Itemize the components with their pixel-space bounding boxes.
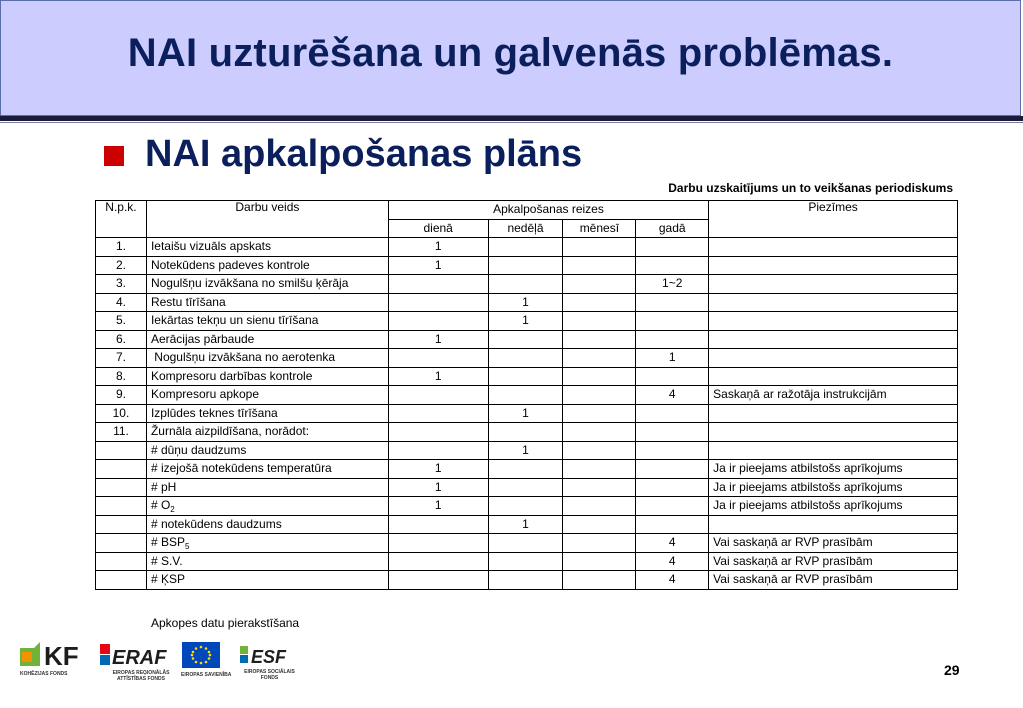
cell-nedela (488, 256, 563, 275)
cell-gada (636, 349, 709, 368)
cell-work-text: # O (150, 498, 171, 513)
cell-npk-text: 2. (115, 257, 126, 272)
table-row (96, 423, 958, 442)
cell-work (146, 256, 388, 275)
eraf-logo-name: ERAF (112, 647, 167, 668)
cell-diena (388, 552, 488, 571)
cell-work (146, 404, 388, 423)
header-npk: N.p.k. (96, 201, 147, 238)
cell-note (709, 534, 958, 553)
cell-menesi (563, 534, 636, 553)
cell-npk (96, 478, 147, 497)
cell-work-text: Ietaišu vizuāls apskats (150, 239, 272, 254)
cell-nedela (488, 552, 563, 571)
cell-gada (636, 404, 709, 423)
cell-gada (636, 330, 709, 349)
cell-nedela-text: 1 (522, 516, 529, 531)
cell-gada (636, 386, 709, 405)
cell-work (146, 423, 388, 442)
cell-work-text: Aerācijas pārbaude (150, 331, 255, 346)
cell-note (709, 256, 958, 275)
table-row (96, 460, 958, 479)
table-row (96, 367, 958, 386)
cell-menesi (563, 441, 636, 460)
cell-gada-text: 4 (668, 553, 676, 568)
cell-diena (388, 312, 488, 331)
cell-work-text: # S.V. (150, 553, 183, 568)
cell-note (709, 552, 958, 571)
cell-work-text: Iekārtas tekņu un sienu tīrīšana (150, 313, 319, 328)
table-caption: Darbu uzskaitījums un to veikšanas periodiskums (668, 181, 953, 195)
table-row (96, 312, 958, 331)
header-apkalposanas-reizes: Apkalpošanas reizes (388, 201, 708, 220)
cell-npk (96, 515, 147, 534)
cell-gada-text: 4 (668, 535, 676, 550)
cell-nedela (488, 367, 563, 386)
cell-menesi (563, 367, 636, 386)
cell-nedela (488, 534, 563, 553)
header-divider-thin (0, 122, 1023, 123)
cell-diena (388, 404, 488, 423)
cell-gada (636, 238, 709, 257)
cell-nedela (488, 423, 563, 442)
table-row (96, 404, 958, 423)
cell-diena (388, 293, 488, 312)
cell-gada (636, 312, 709, 331)
cell-note-text: Ja ir pieejams atbilstošs aprīkojums (713, 461, 903, 476)
cell-nedela (488, 460, 563, 479)
cell-diena-text: 1 (434, 239, 442, 254)
header-divider (0, 116, 1023, 121)
cell-menesi (563, 552, 636, 571)
cell-work (146, 552, 388, 571)
cell-diena-text: 1 (434, 257, 442, 272)
cell-note (709, 386, 958, 405)
cell-note-text: Saskaņā ar ražotāja instrukcijām (713, 387, 887, 402)
header-gada: gadā (636, 219, 709, 238)
cell-gada (636, 515, 709, 534)
cell-note (709, 441, 958, 460)
cell-nedela (488, 330, 563, 349)
cell-npk-text: 11. (113, 424, 129, 439)
cell-nedela (488, 386, 563, 405)
cell-npk (96, 330, 147, 349)
cell-diena-text: 1 (434, 498, 442, 513)
cell-menesi (563, 571, 636, 590)
cell-note (709, 349, 958, 368)
cell-diena (388, 256, 488, 275)
cell-diena (388, 330, 488, 349)
kf-logo (18, 640, 93, 685)
cell-nedela (488, 571, 563, 590)
cell-note-text: Vai saskaņā ar RVP prasībām (713, 553, 873, 568)
cell-nedela-text: 1 (522, 405, 529, 420)
cell-work-text: Nogulšņu izvākšana no smilšu ķērāja (150, 276, 349, 291)
cell-npk-text: 9. (115, 387, 126, 402)
eraf-logo-icon (98, 640, 178, 668)
cell-work (146, 330, 388, 349)
cell-gada (636, 460, 709, 479)
cell-diena (388, 460, 488, 479)
cell-npk-text: 7. (115, 350, 126, 365)
kf-logo-name: KF (44, 641, 79, 670)
cell-diena-text: 1 (434, 479, 442, 494)
maintenance-table (95, 200, 958, 590)
cell-diena-text: 1 (434, 461, 442, 476)
cell-diena (388, 238, 488, 257)
table-row (96, 497, 958, 516)
cell-work-text: # izejošā notekūdens temperatūra (150, 461, 332, 476)
cell-menesi (563, 256, 636, 275)
cell-diena (388, 571, 488, 590)
cell-diena (388, 515, 488, 534)
cell-gada (636, 534, 709, 553)
cell-note (709, 312, 958, 331)
cell-note (709, 515, 958, 534)
cell-diena (388, 367, 488, 386)
header-nedela: nedēļā (488, 219, 563, 238)
cell-menesi (563, 515, 636, 534)
cell-diena (388, 423, 488, 442)
cell-nedela (488, 275, 563, 294)
cell-npk-text: 4. (115, 294, 126, 309)
slide-title: NAI uzturēšana un galvenās problēmas. (127, 31, 894, 75)
table-footnote: Apkopes datu pierakstīšana (151, 616, 300, 630)
esf-logo-icon (238, 640, 303, 668)
cell-nedela (488, 478, 563, 497)
cell-gada (636, 552, 709, 571)
cell-diena-text: 1 (434, 331, 442, 346)
cell-note-text: Vai saskaņā ar RVP prasībām (713, 535, 873, 550)
cell-npk (96, 275, 147, 294)
cell-npk-text: 3. (115, 276, 126, 291)
cell-gada (636, 423, 709, 442)
cell-menesi (563, 330, 636, 349)
cell-diena (388, 441, 488, 460)
cell-work (146, 349, 388, 368)
cell-nedela (488, 404, 563, 423)
cell-nedela (488, 515, 563, 534)
table-row (96, 441, 958, 460)
cell-nedela (488, 238, 563, 257)
table-row (96, 238, 958, 257)
table-row (96, 349, 958, 368)
cell-menesi (563, 460, 636, 479)
cell-npk (96, 293, 147, 312)
cell-npk (96, 441, 147, 460)
cell-npk-text: 8. (115, 368, 126, 383)
cell-work-text: Notekūdens padeves kontrole (150, 257, 310, 272)
slide-header (0, 0, 1021, 116)
table-row (96, 571, 958, 590)
cell-work-text: Žurnāla aizpildīšana, norādot: (150, 424, 310, 439)
header-piezimes: Piezīmes (709, 201, 958, 238)
cell-menesi (563, 423, 636, 442)
cell-work-text: # pH (150, 479, 177, 494)
kf-logo-label: KOHĒZIJAS FONDS (20, 671, 68, 677)
bullet-square-icon (104, 146, 124, 166)
cell-gada-text: 1~2 (662, 276, 683, 291)
slide-subtitle: NAI apkalpošanas plāns (145, 133, 583, 175)
header-menesi: mēnesī (563, 219, 636, 238)
cell-gada (636, 571, 709, 590)
cell-note (709, 460, 958, 479)
cell-note (709, 404, 958, 423)
cell-npk (96, 571, 147, 590)
cell-nedela (488, 441, 563, 460)
table-row (96, 515, 958, 534)
cell-note (709, 367, 958, 386)
header-darbu-veids: Darbu veids (146, 201, 388, 238)
cell-diena (388, 478, 488, 497)
cell-gada-text: 4 (668, 387, 676, 402)
esf-logo-label: EIROPAS SOCIĀLAIS FONDS (244, 669, 295, 681)
cell-work-text: # BSP (150, 535, 185, 550)
cell-gada (636, 275, 709, 294)
cell-work (146, 441, 388, 460)
cell-npk-text: 6. (115, 331, 126, 346)
cell-npk (96, 238, 147, 257)
cell-gada (636, 367, 709, 386)
cell-npk-text: 5. (115, 313, 126, 328)
cell-work-text: Kompresoru darbības kontrole (150, 368, 313, 383)
cell-work-text: Nogulšņu izvākšana no aerotenka (150, 350, 336, 365)
cell-note (709, 238, 958, 257)
cell-work (146, 534, 388, 553)
table-row (96, 478, 958, 497)
eraf-logo (98, 640, 178, 685)
table-row (96, 534, 958, 553)
cell-npk (96, 534, 147, 553)
cell-work (146, 312, 388, 331)
cell-note-text: Ja ir pieejams atbilstošs aprīkojums (713, 498, 903, 513)
cell-work (146, 571, 388, 590)
cell-diena (388, 497, 488, 516)
cell-nedela-text: 1 (522, 313, 529, 328)
cell-gada (636, 256, 709, 275)
cell-work-text: # ĶSP (150, 572, 185, 587)
cell-gada (636, 441, 709, 460)
cell-work-text: Restu tīrīšana (150, 294, 226, 309)
cell-npk (96, 497, 147, 516)
cell-work-text: Kompresoru apkope (150, 387, 260, 402)
cell-diena-text: 1 (434, 368, 442, 383)
cell-npk (96, 349, 147, 368)
cell-menesi (563, 312, 636, 331)
cell-note (709, 293, 958, 312)
eu-flag-icon (181, 640, 221, 668)
cell-work-text: # notekūdens daudzums (150, 516, 282, 531)
cell-work (146, 386, 388, 405)
cell-npk (96, 460, 147, 479)
cell-note (709, 275, 958, 294)
cell-work (146, 497, 388, 516)
cell-work-text: # dūņu daudzums (150, 442, 247, 457)
table-row (96, 386, 958, 405)
cell-work (146, 238, 388, 257)
cell-note (709, 330, 958, 349)
cell-note (709, 423, 958, 442)
eraf-logo-label: EIROPAS REĢIONĀLĀS ATTĪSTĪBAS FONDS (112, 670, 170, 682)
cell-work-subscript: 5 (184, 542, 190, 552)
cell-nedela-text: 1 (522, 442, 529, 457)
cell-work-text: Izplūdes teknes tīrīšana (150, 405, 278, 420)
cell-menesi (563, 349, 636, 368)
table-row (96, 330, 958, 349)
cell-work (146, 293, 388, 312)
cell-gada-text: 1 (668, 350, 676, 365)
eu-flag-label: EIROPAS SAVIENĪBA (181, 672, 232, 678)
cell-diena (388, 386, 488, 405)
cell-note-text: Ja ir pieejams atbilstošs aprīkojums (713, 479, 903, 494)
cell-diena (388, 275, 488, 294)
cell-npk (96, 367, 147, 386)
cell-nedela (488, 497, 563, 516)
esf-logo (238, 640, 303, 685)
cell-note (709, 497, 958, 516)
cell-npk (96, 552, 147, 571)
table-row (96, 275, 958, 294)
cell-work (146, 515, 388, 534)
cell-note (709, 571, 958, 590)
cell-menesi (563, 478, 636, 497)
cell-nedela (488, 349, 563, 368)
cell-work (146, 367, 388, 386)
header-diena: dienā (388, 219, 488, 238)
table-row (96, 293, 958, 312)
page-number: 29 (944, 662, 960, 678)
cell-menesi (563, 497, 636, 516)
cell-note (709, 478, 958, 497)
cell-work-subscript: 2 (170, 505, 175, 515)
cell-npk (96, 386, 147, 405)
cell-nedela (488, 293, 563, 312)
cell-menesi (563, 386, 636, 405)
cell-npk (96, 256, 147, 275)
cell-menesi (563, 275, 636, 294)
cell-gada-text: 4 (668, 572, 676, 587)
cell-gada (636, 497, 709, 516)
cell-gada (636, 478, 709, 497)
cell-nedela-text: 1 (522, 294, 529, 309)
kf-logo-icon (18, 640, 93, 670)
cell-menesi (563, 238, 636, 257)
cell-menesi (563, 293, 636, 312)
cell-npk-text: 10. (112, 405, 130, 420)
eu-flag-logo (181, 640, 232, 685)
cell-work (146, 478, 388, 497)
table-row (96, 256, 958, 275)
cell-gada (636, 293, 709, 312)
cell-npk (96, 423, 147, 442)
cell-work (146, 460, 388, 479)
table-row (96, 552, 958, 571)
cell-diena (388, 534, 488, 553)
cell-diena (388, 349, 488, 368)
cell-npk (96, 312, 147, 331)
cell-npk (96, 404, 147, 423)
cell-work (146, 275, 388, 294)
cell-menesi (563, 404, 636, 423)
cell-npk-text: 1. (115, 239, 126, 254)
esf-logo-name: ESF (251, 647, 287, 667)
cell-nedela (488, 312, 563, 331)
table-header-row (96, 201, 958, 220)
cell-note-text: Vai saskaņā ar RVP prasībām (713, 572, 873, 587)
